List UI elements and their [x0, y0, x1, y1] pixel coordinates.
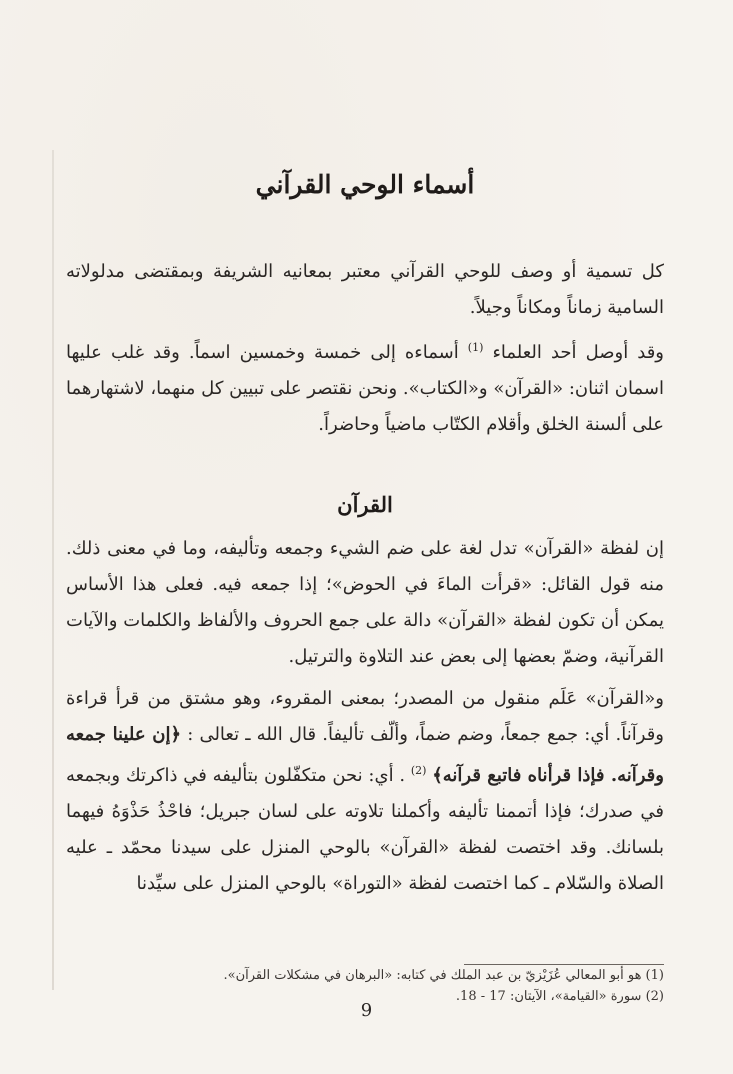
footnote-2: (2) سورة «القيامة»، الآيتان: 17 - 18.: [455, 989, 664, 1004]
quran-quote: ﴿إن علينا جمعه وقرآنه. فإذا قرأناه فاتبع قرآنه﴾: [66, 724, 664, 786]
paragraph-derivation: [66, 681, 664, 902]
footnote-ref-1: (1): [467, 341, 484, 354]
paragraph-names: [66, 330, 664, 443]
paragraph-names-text-a: وقد أوصل أحد العلماء: [492, 342, 664, 363]
paragraph-intro: كل تسمية أو وصف للوحي القرآني معتبر بمعانيه الشريفة وبمقتضى مدلولاته السامية زماناً ومكاناً وجيلاً.: [66, 261, 664, 318]
footnote-ref-2: (2): [410, 764, 427, 777]
footnote-divider: [464, 964, 664, 965]
page-content: [66, 0, 664, 1074]
paragraph-derivation-text-b: . أي: نحن متكفّلون بتأليفه في ذاكرتك وبجمعه في صدرك؛ فإذا أتممنا تأليفه وأكملنا تلاوته على لسان جبريل؛ فاحْذُ حَذْوَهُ فيهما بلسانك. وقد اختصت لفظة «القرآن» بالوحي المنزل على سيدنا محمّد ـ عليه الصلاة والسّلام ـ كما اختصت لفظة «التوراة» بالوحي المنزل على سيِّدنا: [66, 765, 664, 894]
page-number: 9: [360, 1000, 373, 1021]
section-title-quran: القرآن: [337, 492, 393, 517]
paragraph-linguistic: إن لفظة «القرآن» تدل لغة على ضم الشيء وجمعه وتأليفه، وما في معنى ذلك. منه قول القائل: «قرأت الماءَ في الحوض»؛ إذا جمعه فيه. فعلى هذا الأساس يمكن أن تكون لفظة «القرآن» دالة على جمع الحروف والألفاظ والكلمات والآيات القرآنية، وضمّ بعضها إلى بعض عند التلاوة والترتيل.: [66, 538, 664, 667]
paragraph-derivation-text-a: و«القرآن» عَلَم منقول من المصدر؛ بمعنى المقروء، وهو مشتق من قرأ قراءة وقرآناً. أي: جمع جمعاً، وضم ضماً، وألّف تأليفاً. قال الله ـ تعالى :: [66, 688, 664, 745]
paragraph-names-text-b: أسماءه إلى خمسة وخمسين اسماً. وقد غلب عليها اسمان اثنان: «القرآن» و«الكتاب». ونحن نقتصر على تبيين كل منهما، لاشتهارهما على ألسنة الخلق وأقلام الكتّاب ماضياً وحاضراً.: [66, 342, 664, 435]
pencil-margin-mark: [52, 150, 54, 990]
page-title: أسماء الوحي القرآني: [255, 170, 475, 199]
footnote-1: (1) هو أبو المعالي عُزَيْزيّ بن عبد الملك في كتابه: «البرهان في مشكلات القرآن».: [223, 968, 664, 983]
